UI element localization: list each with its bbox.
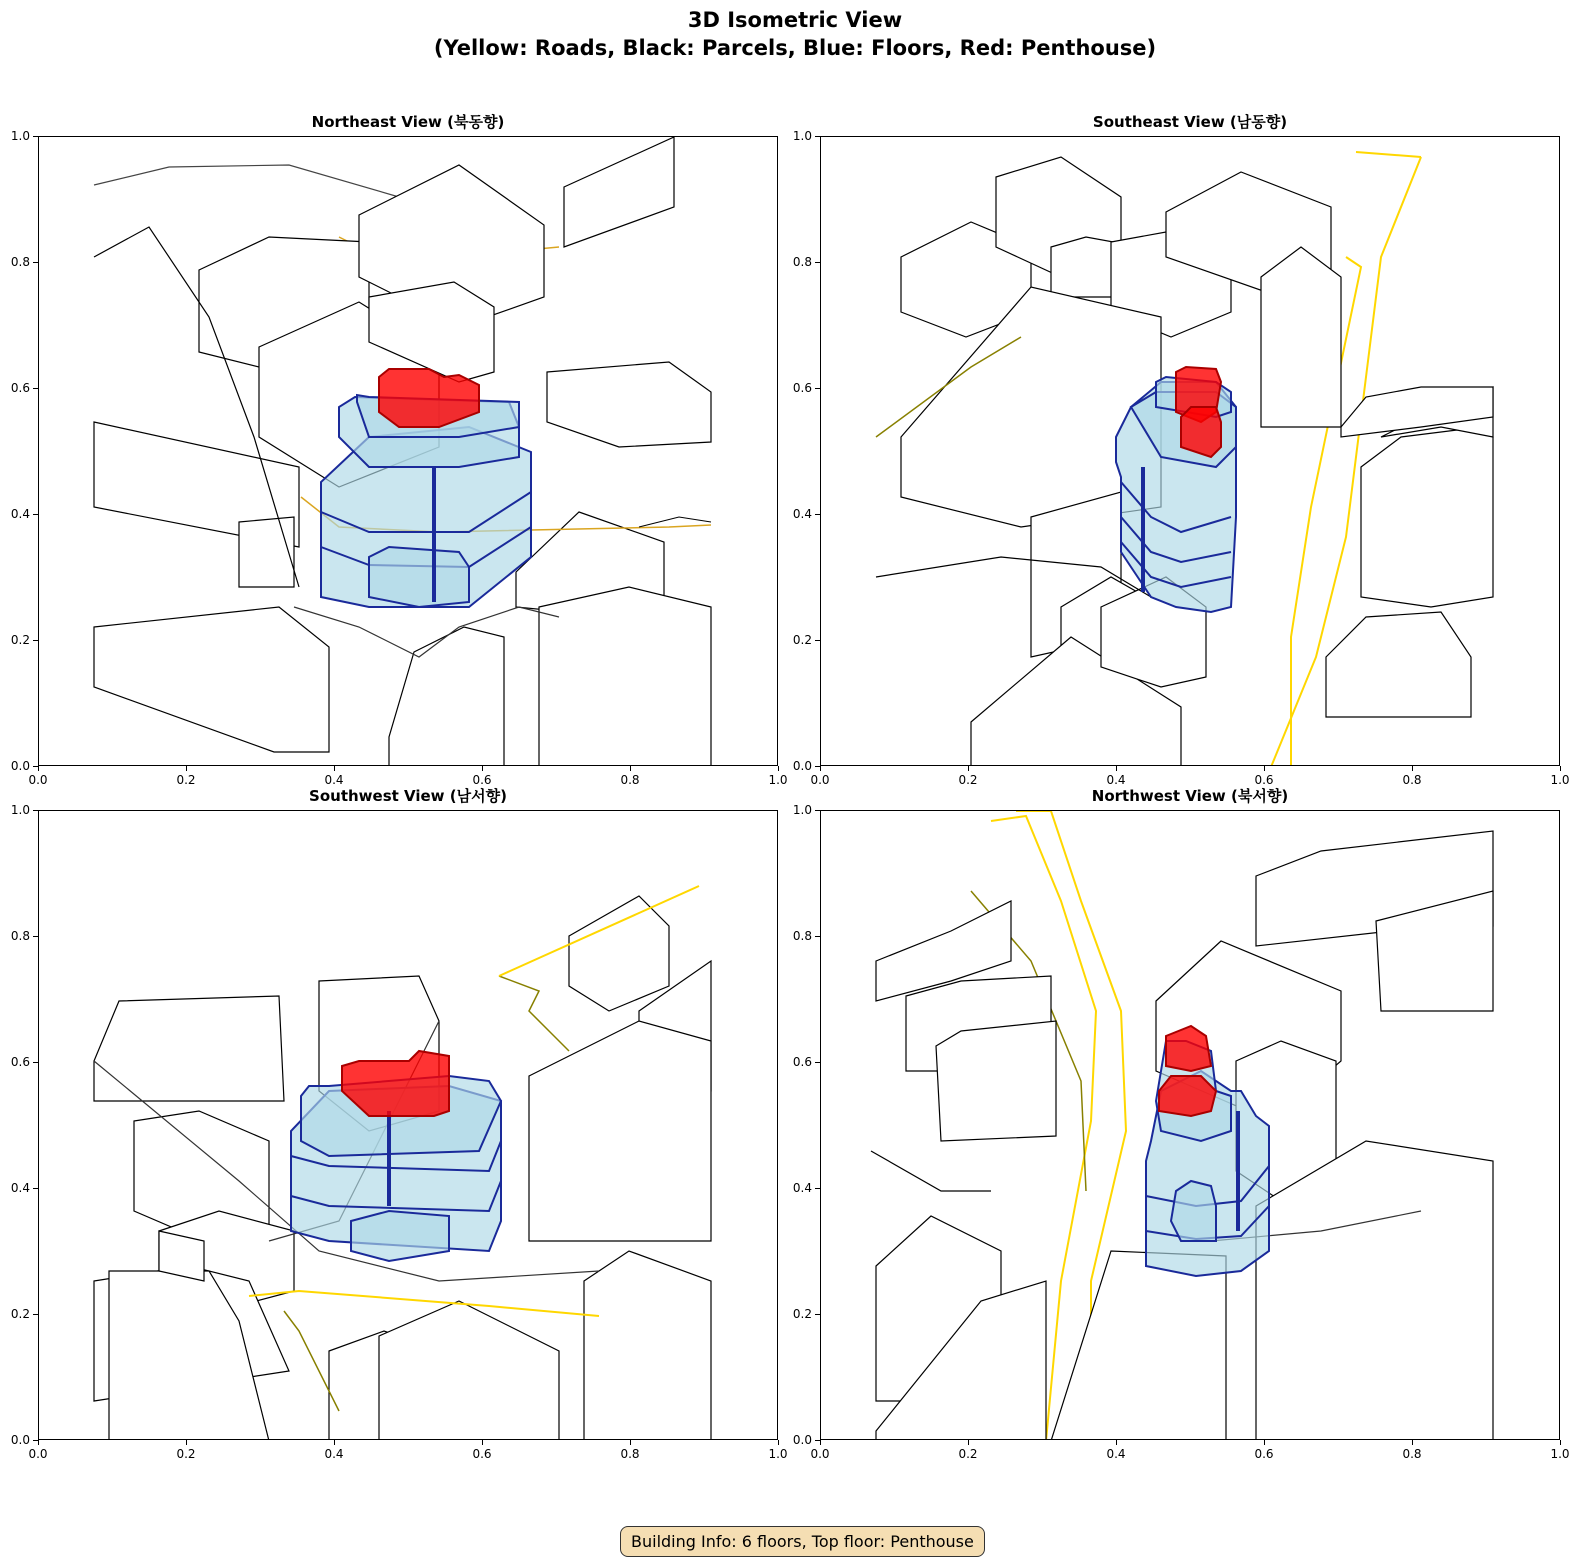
y-tick-mark xyxy=(815,388,820,389)
x-tick-label: 0.6 xyxy=(1254,773,1274,787)
northwest-view-drawing xyxy=(821,811,1560,1440)
y-tick-label: 0.0 xyxy=(10,759,30,773)
y-tick-mark xyxy=(815,640,820,641)
x-tick-mark xyxy=(482,766,483,771)
x-tick-label: 0.4 xyxy=(324,773,344,787)
x-tick-mark xyxy=(38,1440,39,1445)
x-tick-mark xyxy=(1264,766,1265,771)
y-tick-mark xyxy=(33,640,38,641)
x-tick-label: 0.0 xyxy=(28,773,48,787)
panel-title-southwest: Southwest View (남서향) xyxy=(309,787,507,805)
x-tick-label: 0.6 xyxy=(1254,1447,1274,1461)
x-tick-label: 0.2 xyxy=(958,773,978,787)
x-tick-mark xyxy=(968,766,969,771)
panel-northwest xyxy=(820,810,1560,1440)
building-info-box: Building Info: 6 floors, Top floor: Penthouse xyxy=(620,1526,985,1557)
panel-title-southeast: Southeast View (남동향) xyxy=(1092,113,1288,131)
y-tick-mark xyxy=(33,514,38,515)
x-tick-mark xyxy=(1116,1440,1117,1445)
y-tick-mark xyxy=(33,1062,38,1063)
x-tick-mark xyxy=(1264,1440,1265,1445)
x-tick-label: 0.8 xyxy=(620,773,640,787)
x-tick-label: 0.6 xyxy=(472,773,492,787)
y-tick-mark xyxy=(33,1440,38,1441)
y-tick-mark xyxy=(815,1188,820,1189)
y-tick-label: 0.4 xyxy=(792,1181,812,1195)
y-tick-label: 0.2 xyxy=(792,633,812,647)
southwest-view-drawing xyxy=(39,811,778,1440)
y-tick-label: 0.4 xyxy=(10,507,30,521)
y-tick-mark xyxy=(33,810,38,811)
y-tick-mark xyxy=(33,1188,38,1189)
x-tick-mark xyxy=(1560,766,1561,771)
y-tick-mark xyxy=(815,936,820,937)
x-tick-label: 1.0 xyxy=(1550,1447,1570,1461)
y-tick-label: 0.0 xyxy=(792,759,812,773)
y-tick-label: 1.0 xyxy=(10,803,30,817)
y-tick-mark xyxy=(815,1062,820,1063)
y-tick-label: 0.6 xyxy=(10,1055,30,1069)
y-tick-label: 0.2 xyxy=(792,1307,812,1321)
x-tick-mark xyxy=(820,1440,821,1445)
x-tick-label: 0.4 xyxy=(1106,773,1126,787)
x-tick-mark xyxy=(820,766,821,771)
y-tick-label: 0.4 xyxy=(10,1181,30,1195)
x-tick-label: 1.0 xyxy=(768,1447,788,1461)
x-tick-label: 0.8 xyxy=(1402,773,1422,787)
y-tick-label: 0.2 xyxy=(10,1307,30,1321)
x-tick-label: 1.0 xyxy=(1550,773,1570,787)
figure-title-line2: (Yellow: Roads, Black: Parcels, Blue: Floors, Red: Penthouse) xyxy=(433,36,1157,60)
x-tick-label: 0.0 xyxy=(810,773,830,787)
figure-title xyxy=(0,6,1590,62)
x-tick-mark xyxy=(38,766,39,771)
panel-southeast xyxy=(820,136,1560,766)
y-tick-label: 0.2 xyxy=(10,633,30,647)
y-tick-mark xyxy=(815,1440,820,1441)
y-tick-label: 0.8 xyxy=(792,255,812,269)
x-tick-mark xyxy=(778,1440,779,1445)
y-tick-label: 0.8 xyxy=(10,929,30,943)
y-tick-mark xyxy=(33,136,38,137)
y-tick-label: 0.0 xyxy=(792,1433,812,1447)
y-tick-label: 0.6 xyxy=(792,381,812,395)
x-tick-mark xyxy=(186,1440,187,1445)
x-tick-mark xyxy=(334,766,335,771)
x-tick-mark xyxy=(1560,1440,1561,1445)
y-tick-mark xyxy=(33,388,38,389)
y-tick-label: 0.4 xyxy=(792,507,812,521)
y-tick-mark xyxy=(33,766,38,767)
y-tick-label: 1.0 xyxy=(792,129,812,143)
y-tick-mark xyxy=(815,514,820,515)
x-tick-mark xyxy=(630,1440,631,1445)
y-tick-label: 0.8 xyxy=(10,255,30,269)
x-tick-label: 0.8 xyxy=(620,1447,640,1461)
x-tick-label: 0.8 xyxy=(1402,1447,1422,1461)
x-tick-mark xyxy=(334,1440,335,1445)
x-tick-label: 1.0 xyxy=(768,773,788,787)
x-tick-mark xyxy=(1412,766,1413,771)
x-tick-label: 0.2 xyxy=(176,773,196,787)
northeast-view-drawing xyxy=(39,137,778,766)
x-tick-label: 0.4 xyxy=(324,1447,344,1461)
y-tick-label: 0.6 xyxy=(10,381,30,395)
y-tick-mark xyxy=(33,936,38,937)
panel-title-northeast: Northeast View (북동향) xyxy=(311,113,505,131)
y-tick-label: 0.8 xyxy=(792,929,812,943)
y-tick-mark xyxy=(33,1314,38,1315)
x-tick-mark xyxy=(1412,1440,1413,1445)
x-tick-mark xyxy=(1116,766,1117,771)
panel-northeast xyxy=(38,136,778,766)
y-tick-label: 1.0 xyxy=(10,129,30,143)
panel-southwest xyxy=(38,810,778,1440)
y-tick-label: 1.0 xyxy=(792,803,812,817)
y-tick-label: 0.6 xyxy=(792,1055,812,1069)
x-tick-mark xyxy=(778,766,779,771)
y-tick-label: 0.0 xyxy=(10,1433,30,1447)
x-tick-label: 0.0 xyxy=(28,1447,48,1461)
x-tick-mark xyxy=(968,1440,969,1445)
x-tick-mark xyxy=(482,1440,483,1445)
x-tick-label: 0.4 xyxy=(1106,1447,1126,1461)
x-tick-label: 0.2 xyxy=(176,1447,196,1461)
y-tick-mark xyxy=(815,810,820,811)
x-tick-label: 0.0 xyxy=(810,1447,830,1461)
y-tick-mark xyxy=(815,766,820,767)
figure-title-line1: 3D Isometric View xyxy=(687,8,903,32)
y-tick-mark xyxy=(815,136,820,137)
x-tick-mark xyxy=(630,766,631,771)
x-tick-mark xyxy=(186,766,187,771)
y-tick-mark xyxy=(33,262,38,263)
x-tick-label: 0.2 xyxy=(958,1447,978,1461)
panel-title-northwest: Northwest View (북서향) xyxy=(1091,787,1289,805)
southeast-view-drawing xyxy=(821,137,1560,766)
y-tick-mark xyxy=(815,1314,820,1315)
x-tick-label: 0.6 xyxy=(472,1447,492,1461)
y-tick-mark xyxy=(815,262,820,263)
